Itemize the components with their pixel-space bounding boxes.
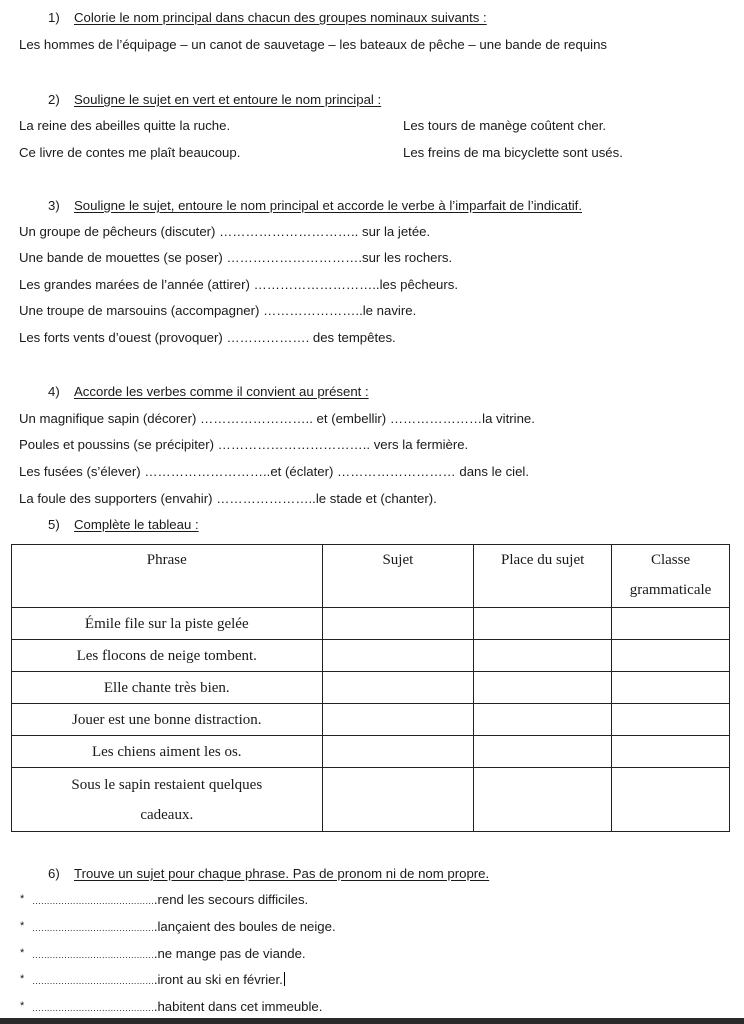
- exercise-6-heading: [48, 866, 489, 882]
- phrase-line: Sous le sapin restaient quelques: [71, 776, 263, 793]
- exercise-number: 1): [48, 10, 60, 25]
- sentence-end: .rend les secours difficiles.: [153, 892, 309, 907]
- exercise-number: 6): [48, 866, 60, 881]
- sentence-end: .lançaient des boules de neige.: [153, 919, 336, 934]
- exercise-5-heading: [48, 517, 199, 533]
- exercise-1-heading: [48, 10, 487, 26]
- exercise-title: Colorie le nom principal dans chacun des groupes nominaux suivants :: [74, 10, 487, 25]
- sujet-cell[interactable]: [322, 768, 474, 832]
- bullet-icon: *: [20, 920, 25, 932]
- bullet-icon: *: [20, 893, 25, 905]
- bullet-icon: *: [20, 973, 25, 985]
- phrase-cell: Elle chante très bien.: [12, 672, 323, 704]
- table-row: [12, 704, 730, 736]
- table-row: [12, 608, 730, 640]
- place-cell[interactable]: [474, 704, 612, 736]
- table-row: [12, 768, 730, 832]
- header-line: grammaticale: [629, 582, 712, 598]
- exercise-number: 2): [48, 92, 60, 107]
- exercise-3-line: Les grandes marées de l’année (attirer) ………………………..les pêcheurs.: [19, 277, 459, 292]
- classe-cell[interactable]: [612, 608, 730, 640]
- phrase-cell: Les flocons de neige tombent.: [12, 640, 323, 672]
- exercise-5-table: [11, 544, 730, 832]
- table-row: [12, 672, 730, 704]
- sentence-end: .iront au ski en février.: [153, 972, 283, 987]
- exercise-title: Trouve un sujet pour chaque phrase. Pas de pronom ni de nom propre.: [74, 866, 490, 881]
- text-cursor: [284, 972, 285, 986]
- phrase-cell: Émile file sur la piste gelée: [12, 608, 323, 640]
- exercise-3-line: Un groupe de pêcheurs (discuter) ………………………….. sur la jetée.: [19, 224, 431, 239]
- exercise-title: Complète le tableau :: [74, 517, 199, 532]
- exercise-2-sentence: Les tours de manège coûtent cher.: [403, 118, 607, 133]
- exercise-number: 4): [48, 384, 60, 399]
- place-cell[interactable]: [474, 640, 612, 672]
- sujet-cell[interactable]: [322, 736, 474, 768]
- exercise-4-line: Un magnifique sapin (décorer) …………………….. et (embellir) …………………la vitrine.: [19, 411, 535, 426]
- exercise-6-line: [32, 919, 336, 936]
- sentence-end: .habitent dans cet immeuble.: [153, 999, 323, 1014]
- sujet-cell[interactable]: [322, 608, 474, 640]
- exercise-4-heading: [48, 384, 369, 400]
- sujet-cell[interactable]: [322, 640, 474, 672]
- classe-cell[interactable]: [612, 640, 730, 672]
- table-row: [12, 640, 730, 672]
- exercise-4-line: Poules et poussins (se précipiter) …………………………….. vers la fermière.: [19, 437, 469, 452]
- place-cell[interactable]: [474, 736, 612, 768]
- exercise-2-heading: [48, 92, 381, 108]
- answer-blank[interactable]: ……………………………………: [32, 976, 154, 986]
- sujet-cell[interactable]: [322, 672, 474, 704]
- exercise-1-line: Les hommes de l’équipage – un canot de sauvetage – les bateaux de pêche – une bande de requins: [19, 37, 608, 52]
- classe-cell[interactable]: [612, 704, 730, 736]
- bottom-bar: [0, 1018, 744, 1024]
- exercise-6-line: [32, 946, 306, 963]
- exercise-4-line: Les fusées (s’élever) ………………………..et (éclater) ……………………… dans le ciel.: [19, 464, 530, 479]
- phrase-cell: Jouer est une bonne distraction.: [12, 704, 323, 736]
- header-classe-grammaticale: [612, 545, 730, 608]
- place-cell[interactable]: [474, 608, 612, 640]
- sentence-end: .ne mange pas de viande.: [153, 946, 306, 961]
- table-row: [12, 736, 730, 768]
- exercise-3-line: Une troupe de marsouins (accompagner) …………………..le navire.: [19, 303, 417, 318]
- phrase-cell: Les chiens aiment les os.: [12, 736, 323, 768]
- place-cell[interactable]: [474, 672, 612, 704]
- exercise-3-line: Les forts vents d’ouest (provoquer) ………………. des tempêtes.: [19, 330, 396, 345]
- phrase-cell: [12, 768, 323, 832]
- exercise-6-line: [32, 999, 322, 1016]
- classe-cell[interactable]: [612, 672, 730, 704]
- answer-blank[interactable]: ……………………………………: [32, 950, 154, 960]
- answer-blank[interactable]: ……………………………………: [32, 923, 154, 933]
- table-header-row: [12, 545, 730, 608]
- phrase-line: cadeaux.: [140, 806, 194, 823]
- exercise-3-heading: [48, 198, 582, 214]
- exercise-title: Accorde les verbes comme il convient au présent :: [74, 384, 369, 399]
- exercise-title: Souligne le sujet en vert et entoure le nom principal :: [74, 92, 382, 107]
- answer-blank[interactable]: ……………………………………: [32, 896, 154, 906]
- exercise-number: 5): [48, 517, 60, 532]
- header-line: Classe: [650, 552, 691, 568]
- exercise-6-line: [32, 892, 308, 909]
- exercise-2-sentence: La reine des abeilles quitte la ruche.: [19, 118, 231, 133]
- exercise-number: 3): [48, 198, 60, 213]
- header-sujet: Sujet: [322, 545, 474, 608]
- exercise-title: Souligne le sujet, entoure le nom principal et accorde le verbe à l’imparfait de l’indicatif.: [74, 198, 582, 213]
- bullet-icon: *: [20, 947, 25, 959]
- classe-cell[interactable]: [612, 768, 730, 832]
- place-cell[interactable]: [474, 768, 612, 832]
- answer-blank[interactable]: ……………………………………: [32, 1003, 154, 1013]
- sujet-cell[interactable]: [322, 704, 474, 736]
- exercise-2-sentence: Ce livre de contes me plaît beaucoup.: [19, 145, 241, 160]
- exercise-3-line: Une bande de mouettes (se poser) ………………………….sur les rochers.: [19, 250, 453, 265]
- classe-cell[interactable]: [612, 736, 730, 768]
- exercise-2-sentence: Les freins de ma bicyclette sont usés.: [403, 145, 623, 160]
- header-place-du-sujet: Place du sujet: [474, 545, 612, 608]
- header-phrase: Phrase: [12, 545, 323, 608]
- exercise-4-line: La foule des supporters (envahir) …………………..le stade et (chanter).: [19, 491, 437, 506]
- exercise-6-line: [32, 972, 285, 989]
- bullet-icon: *: [20, 1000, 25, 1012]
